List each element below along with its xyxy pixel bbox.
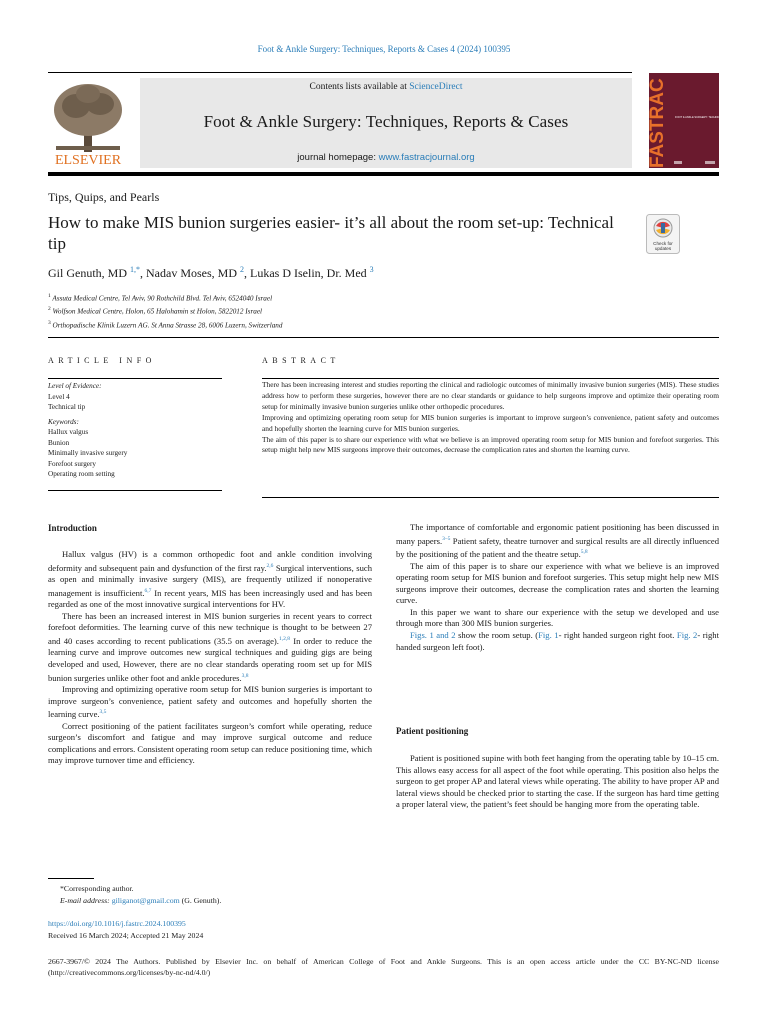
paragraph-text: Surgical interventions, such as open and minimally invasive surgery (MIS), are frequently utilized if nonoperative management is insufficient. (48, 562, 372, 598)
keyword: Operating room setting (48, 470, 115, 478)
publisher-wordmark: ELSEVIER (54, 153, 122, 168)
email-tail: (G. Genuth). (179, 896, 222, 905)
body-paragraph (48, 684, 372, 721)
body-paragraph (396, 522, 719, 561)
author-affiliation-ref[interactable]: 3 (369, 265, 374, 274)
citation-ref[interactable]: 3,8 (241, 672, 249, 679)
paragraph-text: Hallux valgus (HV) is a common orthopedic foot and ankle condition involving deformity and subsequent pain and dysfunction of the first ray. (48, 549, 372, 573)
body-paragraph (48, 549, 372, 611)
paragraph-text: In order to reduce the learning curve and improve outcomes new surgical techniques and guiding gigs are being developed and used, However, there are no clear standards operating room set up for MIS bunion surgeries unlike other foot and ankle procedures. (48, 635, 372, 683)
level-line: Technical tip (48, 403, 86, 411)
journal-cover[interactable] (647, 73, 752, 168)
introduction-heading: Introduction (48, 523, 97, 533)
abstract-text (262, 380, 719, 456)
affiliation-text: Assuta Medical Centre, Tel Aviv, 90 Rothchild Blvd. Tel Aviv, 6524040 Israel (52, 294, 273, 303)
crossmark-icon (646, 214, 680, 254)
abstract-paragraph: The aim of this paper is to share our experience with what we believe is an improved operating room setup for MIS bunion and forefoot surgeries. This setup might help new MIS surgeons improve their outcomes, decrease the complication rates and shorten the learning curve. (262, 434, 719, 455)
body-column-left (48, 549, 372, 767)
affiliation-text: Orthopadische Klinik Luzern AG. St Anna Strasse 28, 6006 Luzern, Switzerland (52, 321, 283, 330)
homepage-link[interactable]: www.fastracjournal.org (378, 152, 475, 163)
received-dates: Received 16 March 2024; Accepted 21 May 2024 (48, 931, 204, 940)
abstract-heading: ABSTRACT (262, 356, 340, 365)
author-affiliation-ref[interactable]: 2 (240, 265, 244, 274)
paragraph-text: Improving and optimizing operative room setup for MIS bunion surgeries is important to improve surgeon’s convenience, patient safety and outcomes and hopefully shorten the learning curve. (48, 683, 372, 720)
body-paragraph (396, 607, 719, 630)
affiliation (48, 318, 283, 331)
keyword: Hallux valgus (48, 428, 89, 436)
footnote-rule (48, 878, 94, 879)
citation-ref[interactable]: 3,5 (99, 709, 107, 716)
journal-title: Foot & Ankle Surgery: Techniques, Reports & Cases (203, 112, 569, 131)
affiliation (48, 304, 283, 317)
figure-link[interactable]: Fig. 1 (538, 630, 559, 641)
doi-link[interactable]: https://doi.org/10.1016/j.fastrc.2024.100395 (48, 919, 186, 928)
author-name: Nadav Moses, MD (146, 266, 240, 280)
cover-art (647, 73, 752, 168)
body-paragraph (396, 630, 719, 653)
header-bottom-rule (48, 172, 719, 176)
cover-subtitle: FOOT & ANKLE SURGERY: TECHNIQUES, REPORTS & CASES (675, 116, 752, 119)
citation-ref[interactable]: 2,6 (266, 562, 274, 569)
citation-ref[interactable]: 1,2,8 (278, 635, 290, 642)
abstract-paragraph: Improving and optimizing operating room setup for MIS bunion surgeries is important to improve surgeon’s convenience, patient safety and outcomes and hopefully shorten the learning curve for MIS bunion surgeries. (262, 412, 719, 433)
figure-link[interactable]: Figs. 1 and 2 (410, 630, 456, 641)
contents-line (140, 82, 632, 92)
contents-prefix: Contents lists available at (309, 82, 410, 92)
abstract-paragraph: There has been increasing interest and studies reporting the clinical and radiologic outcomes of minimally invasive bunion surgeries (MIS). These studies address how to perform these surgeries, however there are no clear standards or guidance to help surgeons improve and optimize their operating room setup for minimally invasive bunion surgeries unlike other orthopedic procedures. (262, 380, 719, 411)
affiliation-number: 3 (48, 319, 51, 326)
keyword: Minimally invasive surgery (48, 449, 128, 457)
paragraph-text: show the room setup. ( (455, 630, 539, 641)
paragraph-text: In recent years, MIS has been increasingly used and has been regarded as one of the most innovative surgical interventions for HV. (48, 587, 372, 610)
corresponding-author-note: *Corresponding author. (60, 884, 134, 893)
divider (48, 337, 719, 338)
article-title: How to make MIS bunion surgeries easier- it’s all about the room set-up: Technical tip (48, 213, 614, 253)
check-for-updates-button[interactable] (646, 214, 680, 254)
level-label: Level of Evidence: (48, 382, 102, 390)
keywords-label: Keywords: (48, 417, 79, 426)
journal-homepage (140, 152, 632, 163)
divider (48, 490, 222, 491)
email-note (60, 896, 221, 905)
keyword: Forefoot surgery (48, 459, 96, 468)
author-affiliation-ref[interactable]: 1,* (130, 265, 140, 274)
paragraph-text: In this paper we want to share our experience with the setup we developed and use through more than 300 MIS bunion surgeries. (396, 606, 719, 629)
affiliation-number: 1 (48, 293, 51, 299)
divider (48, 378, 222, 379)
body-paragraph (48, 611, 372, 684)
patient-positioning-heading: Patient positioning (396, 726, 469, 736)
citation-ref[interactable]: 5,8 (580, 549, 588, 556)
paragraph-text: The importance of comfortable and ergonomic patient positioning has been discussed in many papers. (396, 522, 719, 546)
article-info-heading: ARTICLE INFO (48, 356, 156, 365)
body-column-right-lower (396, 753, 719, 811)
paragraph-text: Patient safety, theatre turnover and surgical results are all directly influenced by the positioning of the patient and the theatre setup. (396, 535, 719, 559)
figure-link[interactable]: Fig. 2 (676, 630, 698, 641)
citation-ref[interactable]: 6,7 (144, 587, 152, 594)
keyword: Bunion (48, 438, 70, 447)
license-text: 2667-3967/© 2024 The Authors. Published by Elsevier Inc. on behalf of American College of Foot and Ankle Surgeons. This is an open access article under the CC BY-NC-ND license (http://creativecommons.org/licenses/by-nc-nd/4.0/) (48, 957, 719, 977)
body-paragraph (48, 721, 372, 767)
cover-wordmark: FASTRAC (647, 78, 668, 168)
email-label: E-mail address: (60, 896, 112, 905)
article-section-type: Tips, Quips, and Pearls (48, 190, 160, 204)
author-name: Gil Genuth, MD (48, 266, 130, 280)
header-top-rule (48, 72, 632, 73)
paragraph-text: The aim of this paper is to share our experience with what we believe is an improved operating room setup for MIS bunion and forefoot surgeries. This setup might help new MIS surgeons improve their outcomes, decrease the complication rates and shorten the learning curve. (396, 560, 719, 606)
affiliation-number: 2 (48, 306, 51, 313)
citation-ref[interactable]: 3–5 (442, 535, 451, 542)
author-separator: , (140, 266, 146, 280)
crossmark-label-1: Check for (653, 241, 673, 246)
paragraph-text: There has been an increased interest in MIS bunion surgeries in recent years to correct forefoot deformities. The learning curve of this new technique is thought to be between 27 and 40 cases according to recent publications (35.5 on average). (48, 610, 372, 646)
sciencedirect-link[interactable]: ScienceDirect (409, 82, 463, 92)
tree-icon (48, 80, 128, 168)
author-separator: , (244, 266, 250, 280)
journal-citation[interactable]: Foot & Ankle Surgery: Techniques, Reports & Cases 4 (2024) 100395 (257, 44, 511, 54)
affiliation-text: Wolfson Medical Centre, Holon, 65 Halohamin st Holon, 5822012 Israel (52, 307, 263, 316)
body-paragraph: Patient is positioned supine with both feet hanging from the operating table by 10–15 cm. This allows easy access for all aspect of the foot while operating. This position also helps the surgeon to get proper AP and lateral views while operating. The ability to have proper AP and lateral views should be checked prior to starting the case. If the surgeon has hard time getting a proper lateral view, the patient’s feet should be hanging more from the operating table. (396, 753, 719, 810)
divider (262, 378, 719, 379)
email-link[interactable]: giliganot@gmail.com (111, 896, 180, 905)
body-column-right (396, 522, 719, 653)
homepage-prefix: journal homepage: (297, 152, 379, 163)
divider (262, 497, 719, 498)
body-paragraph (396, 561, 719, 607)
paragraph-text: - right handed surgeon left foot). (396, 630, 719, 652)
level-line: Level 4 (48, 392, 70, 401)
elsevier-logo (48, 80, 128, 168)
author-list (48, 265, 374, 281)
paragraph-text: - right handed surgeon right foot. (558, 630, 677, 641)
article-info (48, 381, 228, 480)
affiliation (48, 291, 283, 304)
paragraph-text: Correct positioning of the patient facilitates surgeon’s comfort while operating, reduce surgeon’s discomfort and fatigue and may improve surgical outcome and reduce complications and errors. Consistent operating room setup can reduce positioning time, which may improve turnover time and efficiency. (48, 720, 372, 766)
affiliation-list (48, 291, 283, 331)
crossmark-label-2: updates (654, 246, 672, 251)
author-name: Lukas D Iselin, Dr. Med (250, 266, 370, 280)
